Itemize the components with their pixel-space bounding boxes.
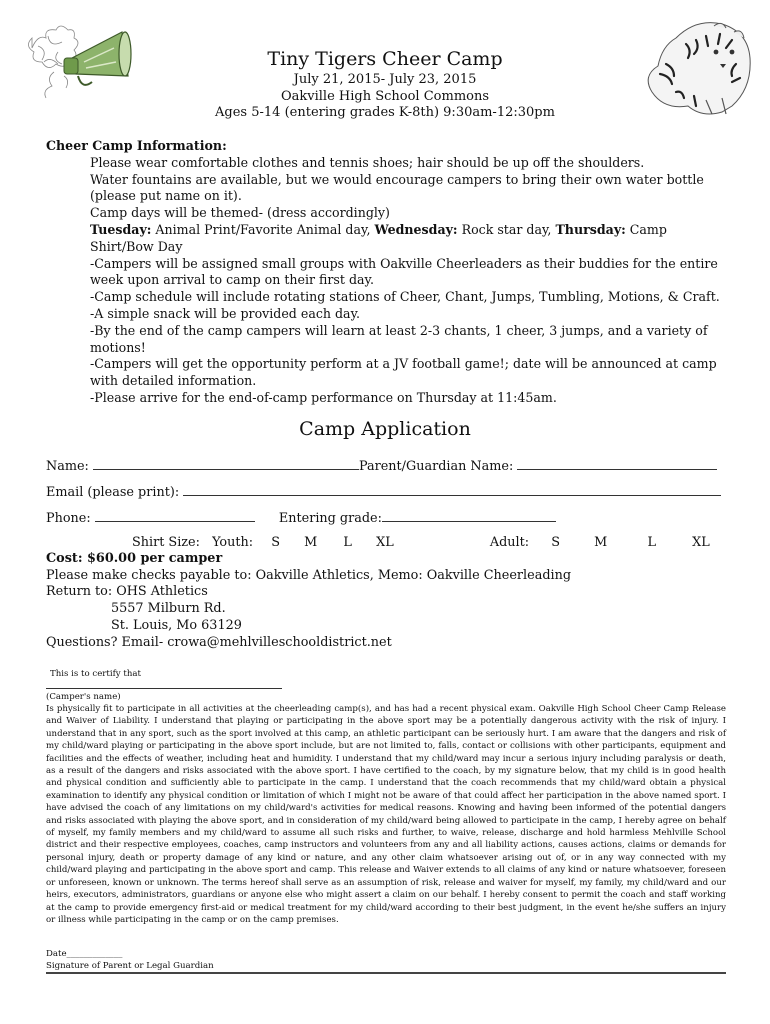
grade-field[interactable]	[382, 510, 556, 522]
youth-size-m[interactable]: M	[304, 535, 318, 550]
cost: Cost: $60.00 per camper	[46, 551, 223, 566]
page-title: Tiny Tigers Cheer Camp	[267, 48, 503, 70]
theme-days-cont: Shirt/Bow Day	[90, 238, 183, 254]
name-row	[46, 458, 726, 476]
info-line: -Please arrive for the end-of-camp performance on Thursday at 11:45am.	[90, 389, 557, 405]
waiver-body: Is physically fit to participate in all activities at the cheerleading camp(s), and has had a recent physical exam. Oakville High School Cheer Camp Release and Waiver of Liability. I understand that playing or participating in the above sport may be a potentially dangerous activity with the risk of injury. I understand that in any sport, such as the sport involved at this camp, an athletic participant can be seriously hurt. I am aware that the dangers and risk of my child/ward playing or participating in the above sport include, but are not limited to, falls, contact or collisions with other participants, equipment and facilities and the effects of weather, including heat and humidity. I understand that my child/ward may incur a serious injury including paralysis or death, as a result of the dangers and risks associated with the above sport. I have certified to the coach, by my signature below, that my child is in good health and physical condition and sufficiently able to participate in the camp. I understand that the coach recommends that my child/ward obtain a physical examination to identify any physical condition or limitation of which I might not be aware of that could affect her participation in the above named sport. I have advised the coach of any limitations on my child/ward's activities for medical reasons. Knowing and having been informed of the potential dangers and risks associated with playing the above sport, and in consideration of my child/ward being allowed to participate in the camp, I hereby agree on behalf of myself, my family members and my child/ward to assume all such risks and further, to waive, release, discharge and hold harmless Mehlville School district and their respective employees, coaches, camp instructors and volunteers from any and all liability actions, causes actions, claims or demands for personal injury, death or property damage of any kind or nature, and any other claim whatsoever arising out of, or in any way connected with my child/ward playing and participating in the above sport and camp. This release and Waiver extends to all claims of any kind or nature whatsoever, foreseen or unforeseen, known or unknown. The terms hereof shall serve as an assumption of risk, release and waiver for myself, my family, my child/ward and our heirs, executors, administrators, guardians or anyone else who might assert a claim on our behalf. I hereby consent to permit the coach and staff working at the camp to provide emergency first-aid or medical treatment for my child/ward according to their best judgment, in the event he/she suffers an injury or illness while participating in the camp or on the camp premises.	[46, 704, 726, 925]
info-line: Please wear comfortable clothes and tennis shoes; hair should be up off the shoulders.	[90, 154, 645, 170]
address-line-1: 5557 Milburn Rd.	[111, 601, 226, 616]
name-field[interactable]	[93, 458, 359, 470]
info-line: (please put name on it).	[90, 188, 242, 204]
youth-label: Youth:	[212, 535, 254, 550]
email-field[interactable]	[183, 484, 721, 496]
shirt-size-row	[132, 535, 732, 552]
wednesday-theme: Rock star day,	[457, 221, 556, 237]
email-row	[46, 484, 726, 502]
info-line: Camp days will be themed- (dress accordingly)	[90, 205, 390, 221]
signature-label: Signature of Parent or Legal Guardian	[46, 961, 214, 971]
adult-size-xl[interactable]: XL	[692, 535, 710, 550]
info-line: -By the end of the camp campers will learn at least 2-3 chants, 1 cheer, 3 jumps, and a variety of	[90, 322, 708, 338]
date-field[interactable]: Date_____________	[46, 949, 123, 959]
return-to: Return to: OHS Athletics	[46, 584, 208, 599]
youth-size-s[interactable]: S	[271, 535, 280, 550]
adult-size-m[interactable]: M	[594, 535, 608, 550]
info-line: -A simple snack will be provided each day.	[90, 305, 361, 321]
adult-size-s[interactable]: S	[551, 535, 561, 550]
parent-field[interactable]	[517, 458, 717, 470]
email-label: Email (please print):	[46, 485, 180, 500]
camper-name-label: (Camper's name)	[46, 692, 121, 702]
phone-label: Phone:	[46, 511, 91, 526]
info-line: -Campers will be assigned small groups with Oakville Cheerleaders as their buddies for the entire	[90, 255, 718, 271]
tuesday-label: Tuesday:	[90, 221, 152, 237]
camp-dates: July 21, 2015- July 23, 2015	[293, 72, 477, 87]
bottom-divider	[46, 972, 726, 974]
questions-email: Questions? Email- crowa@mehlvilleschooldistrict.net	[46, 635, 392, 650]
address-line-2: St. Louis, Mo 63129	[111, 618, 242, 633]
application-title: Camp Application	[299, 418, 471, 440]
certify-text: This is to certify that	[50, 669, 141, 679]
thursday-theme: Camp	[625, 221, 667, 237]
thursday-label: Thursday:	[555, 221, 626, 237]
phone-row	[46, 510, 726, 528]
name-label: Name:	[46, 459, 89, 474]
phone-field[interactable]	[95, 510, 255, 522]
adult-label: Adult:	[489, 535, 530, 550]
info-heading: Cheer Camp Information:	[46, 138, 227, 153]
info-line: motions!	[90, 339, 146, 355]
info-line: -Camp schedule will include rotating stations of Cheer, Chant, Jumps, Tumbling, Motions, & Craft.	[90, 289, 720, 305]
parent-label: Parent/Guardian Name:	[358, 459, 514, 474]
youth-size-l[interactable]: L	[343, 535, 352, 550]
camper-name-field[interactable]	[46, 688, 282, 689]
checks-payable: Please make checks payable to: Oakville Athletics, Memo: Oakville Cheerleading	[46, 568, 572, 583]
camp-venue: Oakville High School Commons	[280, 89, 490, 104]
theme-days	[46, 222, 736, 239]
info-line: week upon arrival to camp on their first day.	[90, 272, 374, 288]
youth-size-xl[interactable]: XL	[376, 535, 394, 550]
wednesday-label: Wednesday:	[374, 221, 458, 237]
grade-label: Entering grade:	[278, 511, 382, 526]
info-line: Water fountains are available, but we would encourage campers to bring their own water bottle	[90, 171, 704, 187]
tuesday-theme: Animal Print/Favorite Animal day,	[151, 221, 375, 237]
shirt-size-label: Shirt Size:	[132, 535, 200, 550]
info-section	[46, 138, 736, 407]
camp-ages: Ages 5-14 (entering grades K-8th) 9:30am-12:30pm	[215, 105, 555, 120]
info-line: -Campers will get the opportunity perform at a JV football game!; date will be announced at camp	[90, 356, 717, 372]
adult-size-l[interactable]: L	[647, 535, 656, 550]
info-line: with detailed information.	[90, 373, 257, 389]
